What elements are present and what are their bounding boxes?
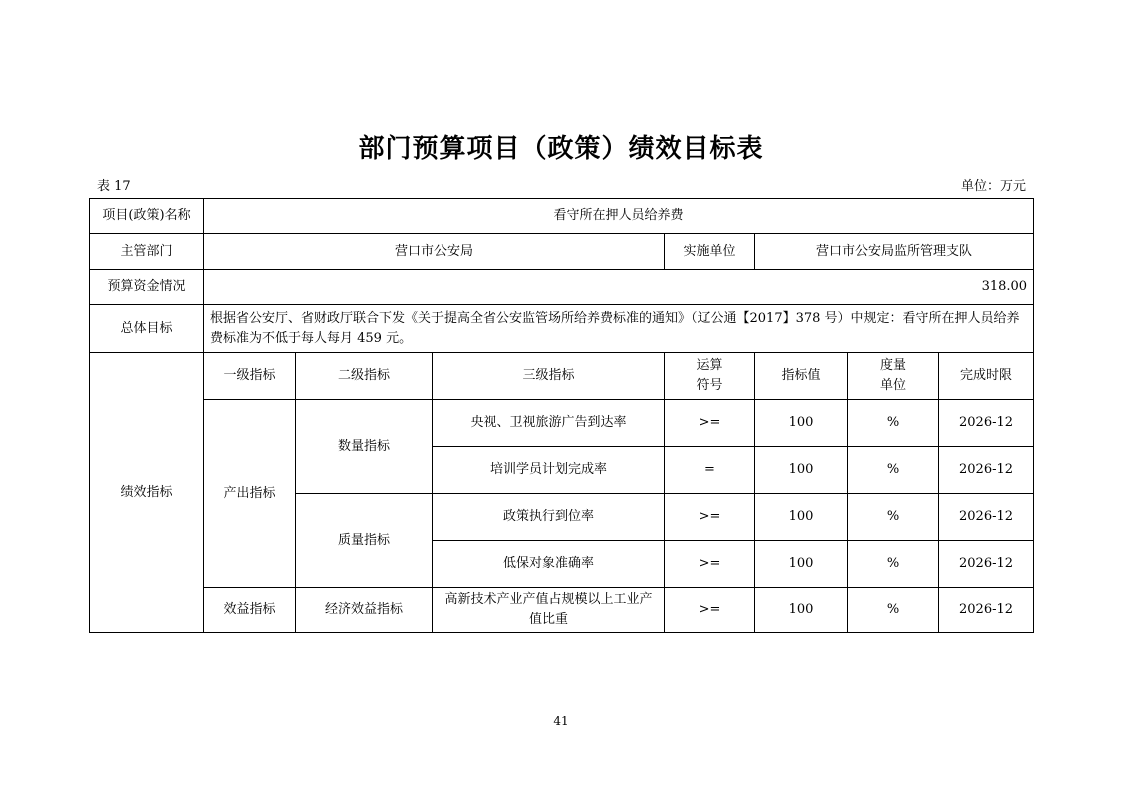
header-deadline: 完成时限: [939, 353, 1034, 400]
header-operator-line1: 运算: [696, 358, 723, 373]
quantity-indicator: 数量指标: [296, 400, 433, 494]
dept-value: 营口市公安局: [204, 234, 665, 270]
economic-benefit-indicator: 经济效益指标: [296, 588, 433, 633]
indicator-value: 100: [755, 494, 848, 541]
table-row: [90, 588, 1034, 633]
impl-unit-value: 营口市公安局监所管理支队: [755, 234, 1034, 270]
indicator-deadline: 2026-12: [939, 588, 1034, 633]
indicator-deadline: 2026-12: [939, 494, 1034, 541]
project-name-value: 看守所在押人员给养费: [204, 199, 1034, 234]
table-row: [90, 305, 1034, 353]
indicator-name: 央视、卫视旅游广告到达率: [433, 400, 665, 447]
dept-label: 主管部门: [90, 234, 204, 270]
indicator-operator: >=: [665, 494, 755, 541]
header-unit-line2: 单位: [879, 378, 906, 393]
indicator-name: 政策执行到位率: [433, 494, 665, 541]
indicator-unit: %: [848, 541, 939, 588]
table-row: [90, 353, 1034, 400]
indicator-name: 低保对象准确率: [433, 541, 665, 588]
page-number: 41: [553, 714, 569, 728]
indicator-deadline: 2026-12: [939, 541, 1034, 588]
header-operator-line2: 符号: [696, 378, 723, 393]
performance-target-table: [89, 198, 1034, 633]
indicator-name: 高新技术产业产值占规模以上工业产值比重: [433, 588, 665, 633]
indicator-unit: %: [848, 494, 939, 541]
budget-value: 318.00: [204, 270, 1034, 305]
indicator-name: 培训学员计划完成率: [433, 447, 665, 494]
table-row: [90, 270, 1034, 305]
header-operator: [665, 353, 755, 400]
indicator-deadline: 2026-12: [939, 447, 1034, 494]
impl-unit-label: 实施单位: [665, 234, 755, 270]
header-unit-line1: 度量: [879, 358, 906, 373]
indicator-value: 100: [755, 400, 848, 447]
header-unit: [848, 353, 939, 400]
indicator-deadline: 2026-12: [939, 400, 1034, 447]
table-number: 表 17: [97, 179, 131, 194]
unit-label: 单位：万元: [960, 179, 1026, 194]
budget-label: 预算资金情况: [90, 270, 204, 305]
header-value: 指标值: [755, 353, 848, 400]
perf-indicator-label: 绩效指标: [90, 353, 204, 633]
header-level3: 三级指标: [433, 353, 665, 400]
overall-goal-label: 总体目标: [90, 305, 204, 353]
indicator-operator: >=: [665, 588, 755, 633]
project-name-label: 项目(政策)名称: [90, 199, 204, 234]
quality-indicator: 质量指标: [296, 494, 433, 588]
overall-goal-value: 根据省公安厅、省财政厅联合下发《关于提高全省公安监管场所给养费标准的通知》（辽公通【2017】378 号）中规定：看守所在押人员给养费标准为不低于每人每月 459 元。: [204, 305, 1034, 353]
output-indicator: 产出指标: [204, 400, 296, 588]
page-title: 部门预算项目（政策）绩效目标表: [358, 134, 764, 164]
indicator-operator: =: [665, 447, 755, 494]
header-level1: 一级指标: [204, 353, 296, 400]
table-row: [90, 199, 1034, 234]
indicator-unit: %: [848, 447, 939, 494]
benefit-indicator: 效益指标: [204, 588, 296, 633]
indicator-value: 100: [755, 541, 848, 588]
indicator-operator: >=: [665, 541, 755, 588]
indicator-operator: >=: [665, 400, 755, 447]
header-level2: 二级指标: [296, 353, 433, 400]
table-row: [90, 234, 1034, 270]
table-row: [90, 400, 1034, 447]
indicator-unit: %: [848, 588, 939, 633]
indicator-value: 100: [755, 588, 848, 633]
indicator-unit: %: [848, 400, 939, 447]
indicator-value: 100: [755, 447, 848, 494]
